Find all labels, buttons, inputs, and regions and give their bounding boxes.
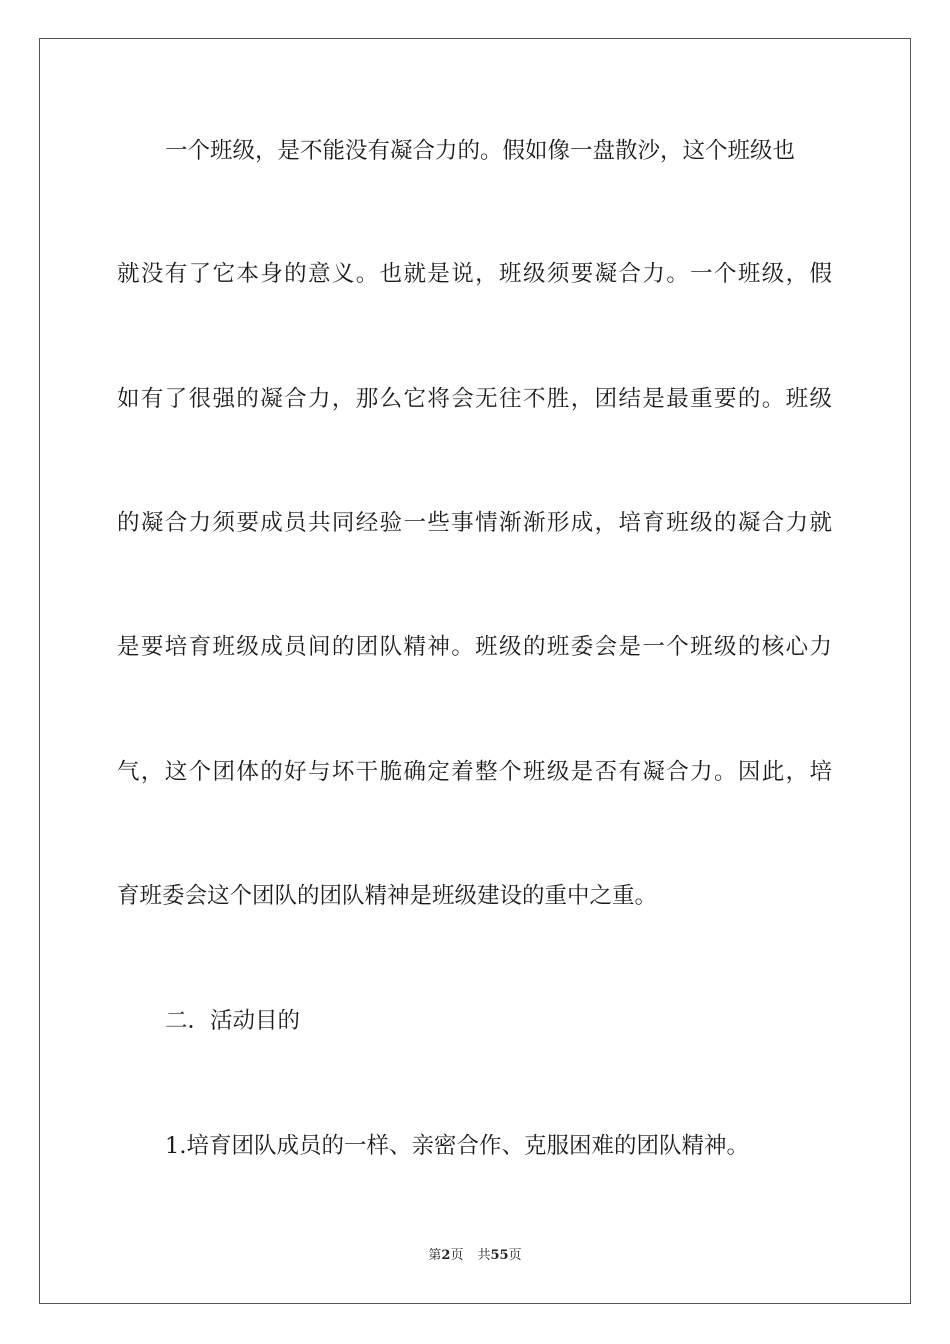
page-footer: [0, 1247, 950, 1265]
total-suffix: 页: [508, 1248, 522, 1263]
total-prefix: 共: [477, 1248, 491, 1263]
paragraph-line: 就没有了它本身的意义。也就是说，班级须要凝合力。一个班级，假: [117, 261, 832, 287]
section-heading: 二．活动目的: [165, 1008, 301, 1034]
list-item: 1.培育团队成员的一样、亲密合作、克服困难的团队精神。: [165, 1133, 749, 1159]
page-border: [39, 38, 911, 1304]
paragraph-line: 是要培育班级成员间的团队精神。班级的班委会是一个班级的核心力: [117, 634, 832, 660]
paragraph-line: 的凝合力须要成员共同经验一些事情渐渐形成，培育班级的凝合力就: [117, 510, 832, 536]
paragraph-line: 一个班级，是不能没有凝合力的。假如像一盘散沙，这个班级也: [165, 138, 796, 164]
paragraph-line: 育班委会这个团队的团队精神是班级建设的重中之重。: [117, 883, 658, 909]
paragraph-line: 气，这个团体的好与坏干脆确定着整个班级是否有凝合力。因此，培: [117, 759, 832, 785]
total-pages: 55: [490, 1248, 509, 1263]
page-suffix: 页: [450, 1248, 464, 1263]
page-prefix: 第: [428, 1248, 442, 1263]
page-number: 2: [441, 1248, 451, 1263]
paragraph-line: 如有了很强的凝合力，那么它将会无往不胜，团结是最重要的。班级: [117, 386, 832, 412]
